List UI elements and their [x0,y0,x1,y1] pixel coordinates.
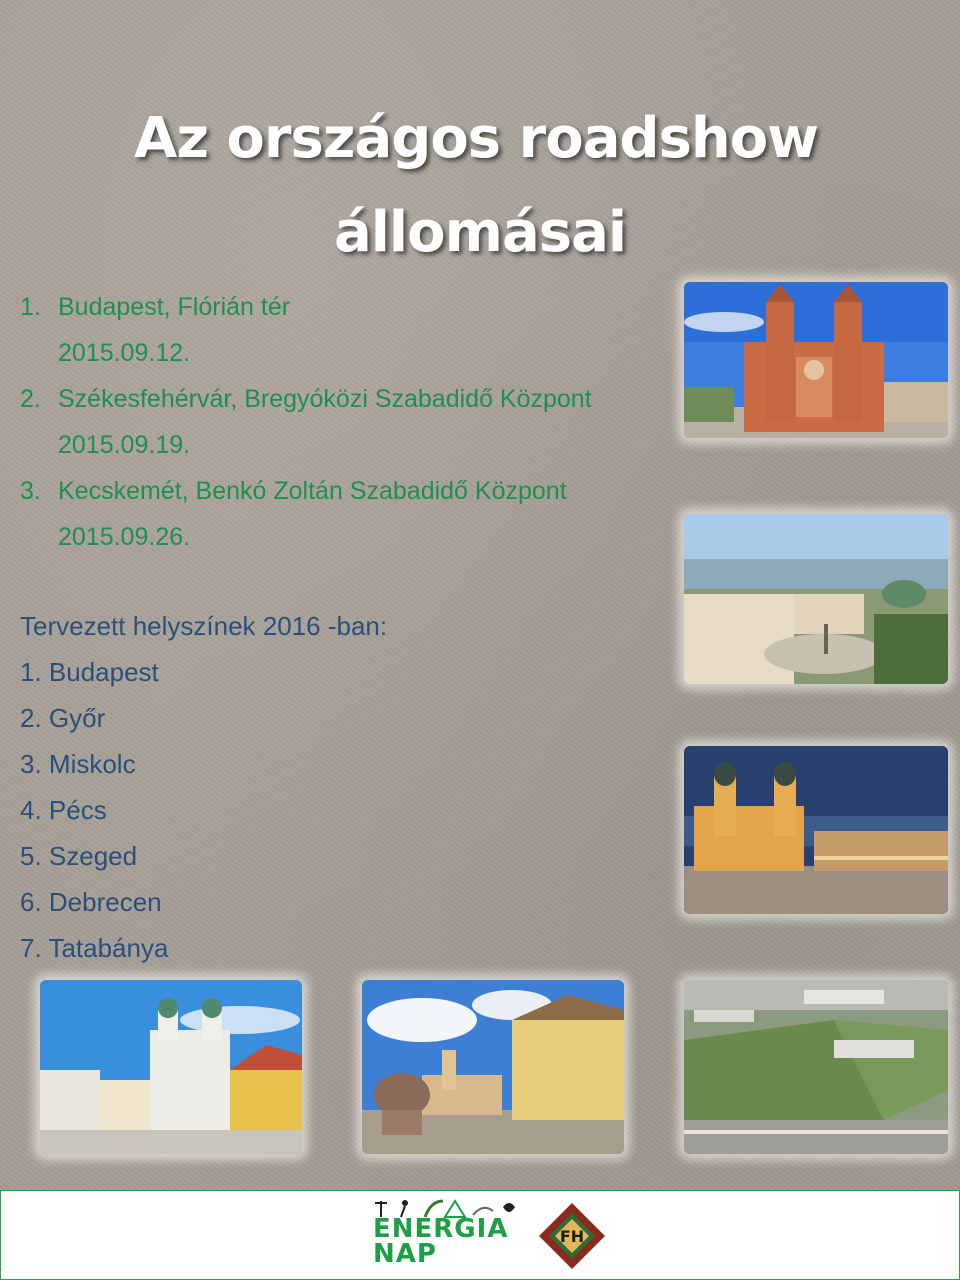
energia-nap-logo [373,1214,509,1269]
roadshow-stops-list [20,284,670,560]
logo-line-2: NAP [373,1239,437,1269]
planned-item: 3. Miskolc [20,749,136,779]
planned-item: 7. Tatabánya [20,933,169,963]
photo-debrecen-church [684,746,948,914]
stop-item [20,376,670,468]
footer-logo-bar [0,1190,960,1280]
stop-date: 2015.09.19. [58,431,191,459]
stop-place: Budapest, Flórián tér [58,293,291,321]
logo-line-1: ENERGIA [373,1214,509,1244]
planned-item: 1. Budapest [20,657,159,687]
photo-szeged-cathedral [684,282,948,438]
stop-number: 3. [20,477,41,505]
page-title [0,92,960,280]
planned-item: 5. Szeged [20,841,138,871]
stop-number: 2. [20,385,41,413]
stop-item [20,468,670,560]
planned-item: 6. Debrecen [20,887,162,917]
photo-budapest-aerial [684,980,948,1154]
badge-text: FH [559,1227,585,1246]
planned-heading: Tervezett helyszínek 2016 -ban: [20,611,388,641]
title-line-2: állomásai [333,200,627,265]
stop-number: 1. [20,293,41,321]
stop-date: 2015.09.26. [58,523,191,551]
planned-item: 2. Győr [20,703,106,733]
title-line-1: Az országos roadshow [134,106,818,171]
stop-item [20,284,670,376]
stop-date: 2015.09.12. [58,339,191,367]
planned-item: 4. Pécs [20,795,107,825]
photo-gyor-church [40,980,302,1154]
photo-szekesfehervar-square [362,980,624,1154]
photo-pecs-square [684,514,948,684]
stop-place: Székesfehérvár, Bregyóközi Szabadidő Központ [58,385,592,413]
fh-badge-logo [537,1201,607,1271]
stop-place: Kecskemét, Benkó Zoltán Szabadidő Központ [58,477,567,505]
planned-locations [20,603,387,971]
